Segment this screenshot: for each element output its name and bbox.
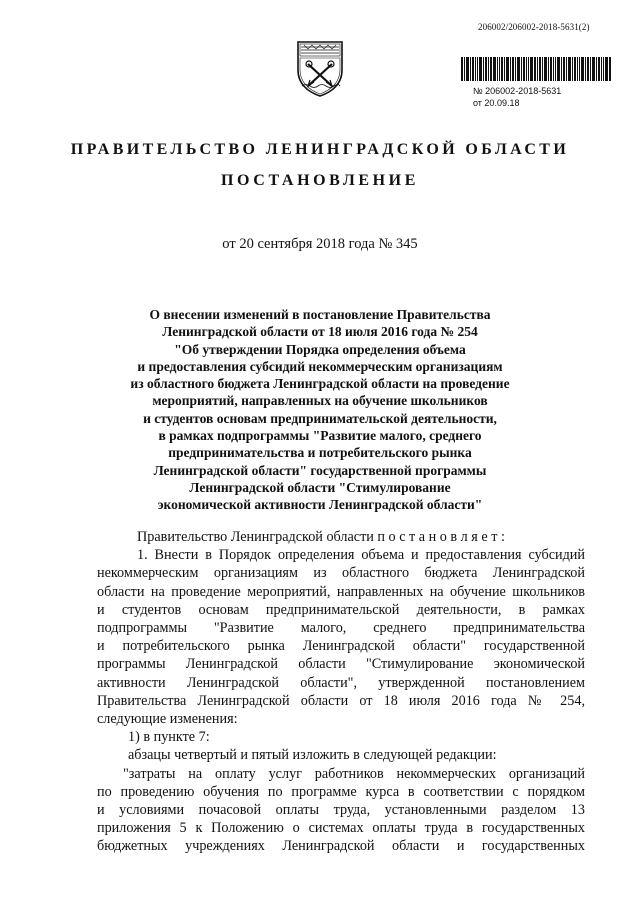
body-line: 1) в пункте 7: <box>128 729 210 746</box>
body-line: программы Ленинградской области "Стимулирование экономической <box>97 656 585 673</box>
body-line: Правительство Ленинградской области п о с т а н о в л я е т : <box>137 529 505 545</box>
body-line: приложения 5 к Положению о системах оплаты труда в государственных <box>97 820 585 837</box>
document-subject <box>0 306 640 514</box>
subject-line: Ленинградской области "Стимулирование <box>189 479 451 495</box>
registration-date: от 20.09.18 <box>473 98 520 108</box>
body-line: "затраты на оплату услуг работников некоммерческих организаций <box>123 765 585 782</box>
government-title: ПРАВИТЕЛЬСТВО ЛЕНИНГРАДСКОЙ ОБЛАСТИ <box>70 141 570 158</box>
barcode-icon <box>461 57 611 81</box>
subject-line: экономической активности Ленинградской области" <box>157 497 483 513</box>
body-line: активности Ленинградской области", утвержденной постановлением <box>97 674 585 691</box>
body-line: Правительства Ленинградской области от 18 июля 2016 года № 254, <box>97 692 585 709</box>
body-line: и студентов основам предпринимательской деятельности, в рамках <box>97 601 585 618</box>
document-type: ПОСТАНОВЛЕНИЕ <box>221 172 419 189</box>
subject-line: в рамках подпрограммы "Развитие малого, среднего <box>158 428 482 444</box>
leningrad-oblast-coat-of-arms-icon <box>296 40 344 98</box>
body-line: и условиями почасовой оплаты труда, установленными разделом 13 <box>97 802 585 819</box>
subject-line: из областного бюджета Ленинградской области на проведение <box>130 376 510 392</box>
body-line: абзацы четвертый и пятый изложить в следующей редакции: <box>128 747 497 764</box>
subject-line: Ленинградской области" государственной программы <box>153 462 487 478</box>
subject-line: и предоставления субсидий некоммерческим организациям <box>137 358 503 374</box>
document-body <box>97 528 585 856</box>
subject-line: О внесении изменений в постановление Правительства <box>149 307 491 322</box>
body-line: подпрограммы "Развитие малого, среднего предпринимательства <box>97 620 585 637</box>
body-line: и потребительского рынка Ленинградской области" государственной <box>97 638 585 655</box>
subject-line: Ленинградской области от 18 июля 2016 года № 254 <box>162 324 478 340</box>
body-line: области на проведение мероприятий, направленных на обучение школьников <box>97 583 585 600</box>
registration-number: № 206002-2018-5631 <box>473 86 562 96</box>
body-line: 1. Внести в Порядок определения объема и предоставления субсидий <box>137 547 585 564</box>
document-date-number: от 20 сентября 2018 года № 345 <box>222 236 418 252</box>
subject-line: "Об утверждении Порядка определения объема <box>174 341 466 357</box>
body-line: бюджетных учреждениях Ленинградской области и государственных <box>97 838 585 855</box>
body-line: по проведению обучения по программе курса в соответствии с порядком <box>97 783 585 800</box>
subject-line: мероприятий, направленных на обучение школьников <box>152 393 488 409</box>
body-line: следующие изменения: <box>97 711 238 728</box>
subject-line: предпринимательства и потребительского рынка <box>168 445 472 461</box>
body-line: некоммерческим организациям из областного бюджета Ленинградской <box>97 565 585 582</box>
registration-code: 206002/206002-2018-5631(2) <box>478 22 590 32</box>
subject-line: и студентов основам предпринимательской деятельности, <box>143 410 497 426</box>
